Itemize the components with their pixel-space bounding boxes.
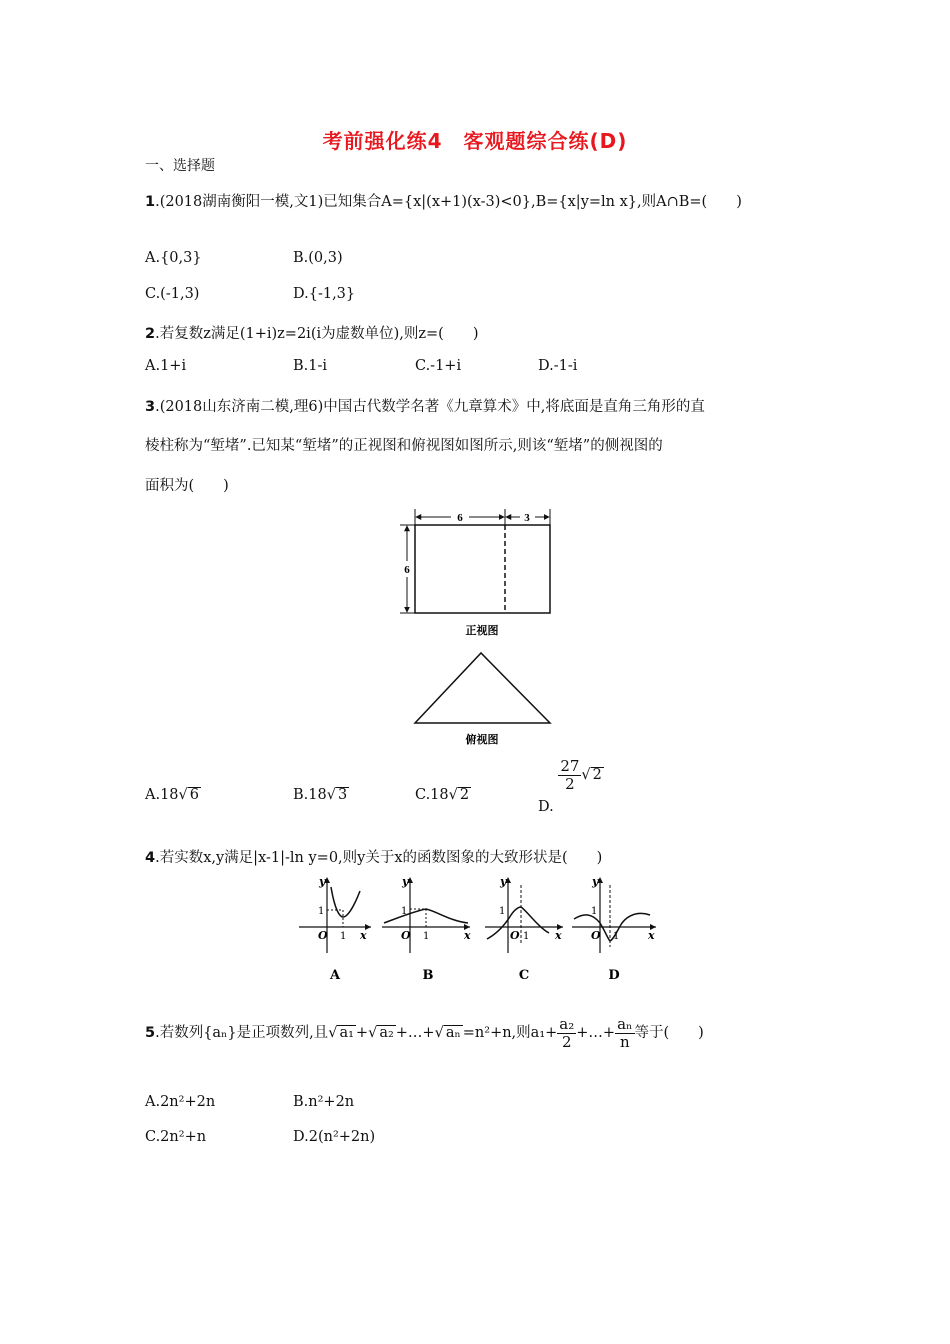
q5-radicand-1: a₁ <box>339 1025 354 1041</box>
q3-option-b <box>293 787 349 803</box>
question-1 <box>145 190 742 211</box>
graph-b <box>380 873 475 983</box>
question-3-number: 3 <box>145 399 156 415</box>
question-2 <box>145 322 478 343</box>
q2-option-b: B.1-i <box>293 358 328 374</box>
graph-label: C <box>518 968 530 983</box>
q3-option-b-prefix: B.18 <box>293 787 327 803</box>
section-heading: 一、选择题 <box>145 158 215 174</box>
front-view-caption: 正视图 <box>465 624 499 637</box>
graph-label: B <box>422 968 434 983</box>
q2-option-d: D.-1-i <box>538 358 578 374</box>
y-label: y <box>402 875 409 888</box>
q5-fraction-n-num: aₙ <box>617 1015 633 1033</box>
sqrt-symbol: √ <box>434 1025 444 1041</box>
one-label-x: 1 <box>523 931 530 942</box>
dim-label-6-side: 6 <box>404 564 410 576</box>
q5-fraction-1 <box>557 1016 576 1050</box>
question-4-text: .若实数x,y满足|x-1|-ln y=0,则y关于x的函数图象的大致形状是( ) <box>155 850 603 866</box>
question-4-number: 4 <box>145 850 156 866</box>
dim-label-6-top: 6 <box>457 512 463 524</box>
q3-option-d-numerator: 27 <box>560 757 580 775</box>
q5-fraction-1-den: 2 <box>561 1032 572 1051</box>
origin-label: O <box>401 929 411 942</box>
dim-label-3: 3 <box>524 512 530 524</box>
q5-option-d: D.2(n²+2n) <box>293 1129 376 1145</box>
sqrt-symbol: √ <box>326 787 336 803</box>
curve <box>331 887 360 917</box>
q3-option-d-fraction <box>558 758 581 792</box>
q5-dots-2: +…+ <box>576 1025 616 1041</box>
graph-label: D <box>608 968 620 983</box>
question-3-figure <box>395 505 565 755</box>
one-label-x: 1 <box>340 931 347 942</box>
q2-option-a: A.1+i <box>145 358 187 374</box>
q5-dots: +…+ <box>395 1025 435 1041</box>
graph-c <box>483 873 568 983</box>
one-label-y: 1 <box>401 906 408 917</box>
q1-option-c: C.(-1,3) <box>145 286 200 302</box>
q5-option-b: B.n²+2n <box>293 1094 355 1110</box>
q3-option-a-radicand: 6 <box>189 787 200 803</box>
q3-option-a-prefix: A.18 <box>145 787 179 803</box>
curve <box>384 909 468 923</box>
q5-option-a: A.2n²+2n <box>145 1094 216 1110</box>
q1-option-b: B.(0,3) <box>293 250 343 266</box>
origin-label: O <box>591 929 601 942</box>
q5-radicand-2: a₂ <box>379 1025 394 1041</box>
question-1-text: .(2018湖南衡阳一模,文1)已知集合A={x|(x+1)(x-3)<0},B={x|y=ln x},则A∩B=( ) <box>155 194 742 210</box>
q5-radicand-n: aₙ <box>445 1025 461 1041</box>
y-label: y <box>592 875 599 888</box>
graph-label: A <box>329 968 341 983</box>
question-1-number: 1 <box>145 194 156 210</box>
sqrt-symbol: √ <box>581 767 591 783</box>
x-label: x <box>648 929 655 942</box>
one-label-y: 1 <box>591 906 598 917</box>
top-view-caption: 俯视图 <box>465 733 499 746</box>
x-label: x <box>555 929 562 942</box>
q3-option-c <box>415 787 471 803</box>
q3-option-c-radicand: 2 <box>459 787 470 803</box>
top-view-triangle <box>415 653 550 723</box>
q3-option-d-denominator: 2 <box>565 774 575 793</box>
y-label: y <box>319 875 326 888</box>
page-title: 考前强化练4 客观题综合练(D) <box>322 129 628 153</box>
question-5 <box>145 1003 704 1063</box>
q5-fraction-1-num: a₂ <box>559 1015 575 1033</box>
x-label: x <box>464 929 471 942</box>
q3-option-c-prefix: C.18 <box>415 787 449 803</box>
question-3-text-1: .(2018山东济南二模,理6)中国古代数学名著《九章算术》中,将底面是直角三角形的直 <box>155 399 705 415</box>
question-2-text: .若复数z满足(1+i)z=2i(i为虚数单位),则z=( ) <box>155 326 479 342</box>
q3-option-a <box>145 787 201 803</box>
question-3-line-2: 棱柱称为“堑堵”.已知某“堑堵”的正视图和俯视图如图所示,则该“堑堵”的侧视图的 <box>145 438 663 454</box>
sqrt-symbol: √ <box>368 1025 378 1041</box>
question-2-number: 2 <box>145 326 156 342</box>
q3-option-d-radicand: 2 <box>592 767 602 783</box>
origin-label: O <box>510 929 520 942</box>
origin-label: O <box>318 929 328 942</box>
front-view-rect <box>415 525 550 613</box>
q2-option-c: C.-1+i <box>415 358 462 374</box>
question-4 <box>145 846 602 867</box>
y-label: y <box>500 875 507 888</box>
question-3-line-1 <box>145 395 705 416</box>
q5-plus: + <box>355 1025 369 1041</box>
question-5-text-3: 等于( ) <box>634 1025 704 1041</box>
question-5-text-2: =n²+n,则 <box>462 1025 531 1041</box>
q5-option-c: C.2n²+n <box>145 1129 207 1145</box>
q5-sum-start: a₁+ <box>530 1025 558 1041</box>
graph-a <box>297 873 377 983</box>
q3-option-d <box>538 757 604 815</box>
question-5-text-1: .若数列{aₙ}是正项数列,且 <box>155 1025 329 1041</box>
q5-fraction-n <box>615 1016 634 1050</box>
q3-option-d-prefix: D. <box>538 799 554 815</box>
x-label: x <box>360 929 367 942</box>
q5-fraction-n-den: n <box>619 1032 630 1051</box>
q1-option-d: D.{-1,3} <box>293 286 356 302</box>
question-5-number: 5 <box>145 1025 156 1041</box>
question-3-line-3: 面积为( ) <box>145 478 229 494</box>
one-label-x: 1 <box>423 931 430 942</box>
sqrt-symbol: √ <box>448 787 458 803</box>
one-label-x: 1 <box>613 931 620 942</box>
q1-option-a: A.{0,3} <box>145 250 202 266</box>
one-label-y: 1 <box>318 906 325 917</box>
one-label-y: 1 <box>499 906 506 917</box>
sqrt-symbol: √ <box>178 787 188 803</box>
sqrt-symbol: √ <box>328 1025 338 1041</box>
q3-option-b-radicand: 3 <box>337 787 348 803</box>
graph-d <box>570 873 660 983</box>
